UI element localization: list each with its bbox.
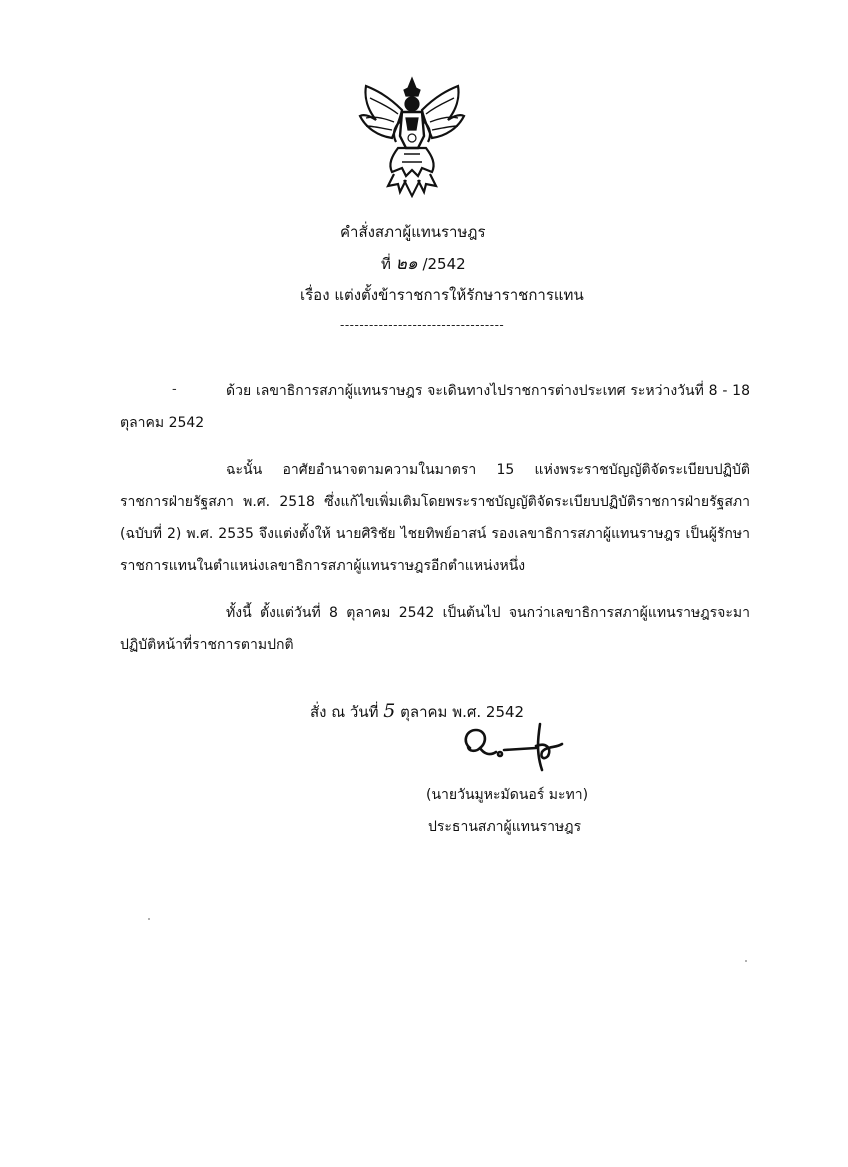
- handwritten-signature: [456, 718, 576, 778]
- paragraph-2: ฉะนั้น อาศัยอำนาจตามความในมาตรา 15 แห่งพระราชบัญญัติจัดระเบียบปฏิบัติราชการฝ่ายรัฐสภา พ.ศ. 2518 ซึ่งแก้ไขเพิ่มเติมโดยพระราชบัญญัติจัดระเบียบปฏิบัติราชการฝ่ายรัฐสภา (ฉบับที่ 2) พ.ศ. 2535 จึงแต่งตั้งให้ นายศิริชัย ไชยทิพย์อาสน์ รองเลขาธิการสภาผู้แทนราษฎร เป็นผู้รักษาราชการแทนในตำแหน่งเลขาธิการสภาผู้แทนราษฎรอีกตำแหน่งหนึ่ง: [120, 462, 750, 574]
- signed-suffix: ตุลาคม พ.ศ. 2542: [400, 703, 525, 721]
- subject-label: เรื่อง: [300, 286, 330, 304]
- margin-mark: -: [172, 382, 177, 397]
- signed-prefix: สั่ง ณ วันที่: [310, 703, 379, 721]
- garuda-emblem-icon: [358, 76, 466, 198]
- order-number-prefix: ที่: [381, 255, 391, 273]
- signer-name: (นายวันมูหะมัดนอร์ มะทา): [426, 787, 589, 803]
- header-separator: ----------------------------------: [340, 318, 505, 332]
- paragraph-3: ทั้งนี้ ตั้งแต่วันที่ 8 ตุลาคม 2542 เป็นต้นไป จนกว่าเลขาธิการสภาผู้แทนราษฎรจะมาปฏิบัติหน้าที่ราชการตามปกติ: [120, 605, 750, 653]
- order-title: คำสั่งสภาผู้แทนราษฎร: [340, 223, 486, 241]
- signed-day-handwritten: 5: [383, 700, 396, 722]
- paragraph-1: ด้วย เลขาธิการสภาผู้แทนราษฎร จะเดินทางไปราชการต่างประเทศ ระหว่างวันที่ 8 - 18 ตุลาคม 2542: [120, 383, 750, 431]
- order-subject: [300, 285, 584, 305]
- order-number: [381, 254, 466, 274]
- subject-text: แต่งตั้งข้าราชการให้รักษาราชการแทน: [334, 286, 584, 304]
- signer-title: ประธานสภาผู้แทนราษฎร: [428, 819, 582, 835]
- order-number-year: /2542: [422, 255, 466, 273]
- scan-speck: [148, 918, 150, 920]
- scan-speck: [745, 960, 747, 962]
- order-number-handwritten: ๒๑: [395, 254, 418, 274]
